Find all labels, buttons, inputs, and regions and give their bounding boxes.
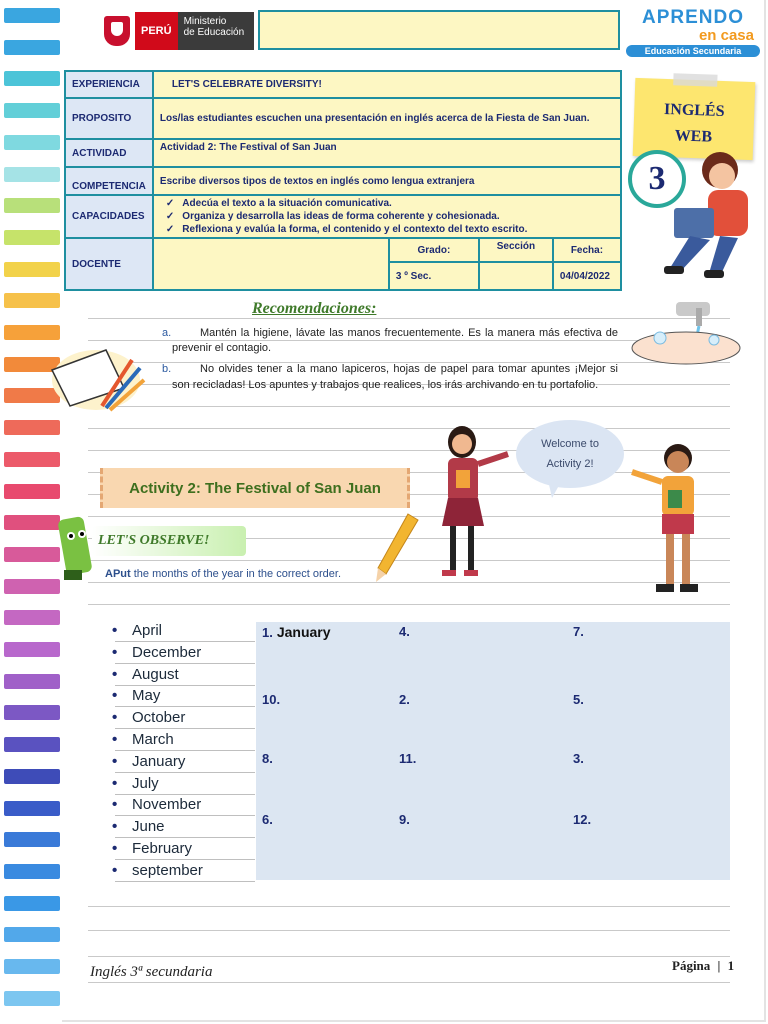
docente-value (153, 238, 389, 290)
color-tab (4, 515, 60, 530)
answer-slot[interactable] (262, 812, 273, 827)
color-tab (4, 769, 60, 784)
fecha-value: 04/04/2022 (553, 262, 621, 290)
answer-number: 10. (262, 692, 281, 707)
header-title-box (258, 10, 620, 50)
capacidades-label: CAPACIDADES (65, 195, 153, 238)
color-tab (4, 864, 60, 879)
activity-banner-title: Activity 2: The Festival of San Juan (129, 479, 381, 497)
answer-slot[interactable] (262, 751, 273, 766)
recommendation-a (162, 326, 618, 356)
answer-number: 5. (573, 692, 584, 707)
answer-slot[interactable] (399, 692, 410, 707)
activity-banner (100, 468, 410, 508)
color-tab (4, 71, 60, 86)
answer-number: 1. (262, 625, 273, 640)
badge-line1: INGLÉS (663, 100, 725, 121)
month-item (115, 753, 185, 770)
fecha-label: Fecha: (553, 238, 621, 262)
recommendation-b-text: No olvides tener a la mano lapiceros, hojas de papel para tomar apuntes ¡Mejor si son recicladas! Los apuntes y trabajos que realices, los irás archivando en tu portafolio. (172, 363, 618, 391)
page-label: Página (672, 958, 711, 973)
page-number: 1 (727, 958, 735, 973)
month-item (115, 840, 192, 857)
answer-slot[interactable] (573, 812, 591, 827)
month-label: October (132, 709, 186, 727)
brand-top: APRENDO (641, 7, 744, 28)
month-label: December (132, 643, 202, 661)
brand-sub: Educación Secundaria (626, 45, 760, 57)
experiencia-label: EXPERIENCIA (65, 71, 153, 98)
proposito-value: Los/las estudiantes escuchen una presentación en inglés acerca de la Fiesta de San Juan. (153, 98, 621, 139)
color-tab (4, 801, 60, 816)
month-label: september (132, 861, 203, 879)
answer-number: 2. (399, 692, 410, 707)
ministry-label: Ministerio de Educación (178, 12, 254, 50)
peru-ministry-logo (104, 12, 254, 50)
color-tab (4, 991, 60, 1006)
month-item (115, 775, 159, 792)
experiencia-value: LET'S CELEBRATE DIVERSITY! (153, 71, 621, 98)
answer-slot[interactable] (573, 692, 584, 707)
month-item (115, 687, 160, 704)
grado-label: Grado: (389, 238, 479, 262)
instruction-text (105, 568, 341, 580)
answer-number: 4. (399, 624, 410, 639)
answer-number: 6. (262, 812, 273, 827)
month-label: July (132, 774, 159, 792)
ruled-line (88, 930, 730, 931)
color-tab (4, 293, 60, 308)
color-tab (4, 262, 60, 277)
color-tab (4, 896, 60, 911)
month-item (115, 731, 174, 748)
color-tab (4, 167, 60, 182)
color-tab (4, 230, 60, 245)
month-item (115, 622, 162, 639)
color-tab (4, 579, 60, 594)
month-item (115, 666, 179, 683)
answer-number: 12. (573, 812, 592, 827)
answer-number: 7. (573, 624, 584, 639)
recommendation-b-marker: b. (162, 363, 172, 375)
color-tab (4, 547, 60, 562)
answer-number: 3. (573, 751, 584, 766)
color-tab (4, 103, 60, 118)
capacidades-list (153, 195, 621, 238)
month-label: March (132, 731, 174, 748)
ruled-line (88, 906, 730, 907)
brand-bottom: en casa (698, 27, 754, 44)
month-item (115, 862, 203, 879)
footer-course: Inglés 3ª secundaria (90, 964, 213, 980)
answer-number: 11. (399, 751, 417, 766)
month-item (115, 644, 201, 661)
answer-slot[interactable] (262, 692, 280, 707)
month-label: May (132, 687, 161, 705)
month-underline (115, 706, 255, 707)
month-underline (115, 815, 255, 816)
recommendation-a-text: Mantén la higiene, lávate las manos frecuentemente. Es la manera más efectiva de prevenir el contagio. (172, 327, 618, 354)
color-tab (4, 610, 60, 625)
actividad-value: Actividad 2: The Festival of San Juan (153, 139, 621, 167)
month-underline (115, 881, 255, 882)
month-underline (115, 837, 255, 838)
notebook-pencils-illustration (46, 340, 146, 414)
capacidad-item: ✓ Organiza y desarrolla las ideas de forma coherente y cohesionada. (165, 211, 500, 222)
answer-slot[interactable] (573, 751, 584, 766)
month-underline (115, 859, 255, 860)
color-tab (4, 420, 60, 435)
student-boy-illustration (622, 438, 710, 602)
answer-grid (256, 622, 730, 880)
color-tab (4, 452, 60, 467)
color-tab (4, 642, 60, 657)
answer-value: January (276, 624, 331, 640)
month-underline (115, 641, 255, 642)
answer-slot[interactable] (399, 751, 416, 766)
instruction-bold: APut (105, 568, 131, 580)
grade-number: 3 (648, 160, 666, 197)
pencil-illustration (372, 512, 422, 584)
course-info-table (64, 70, 622, 291)
actividad-label: ACTIVIDAD (65, 139, 153, 167)
instruction-rest: the months of the year in the correct order. (130, 568, 342, 580)
color-tab (4, 737, 60, 752)
recommendation-a-marker: a. (162, 327, 172, 339)
answer-slot[interactable] (399, 624, 410, 639)
answer-slot[interactable] (573, 624, 584, 639)
color-tab (4, 198, 60, 213)
docente-label: DOCENTE (65, 238, 153, 290)
month-item (115, 796, 201, 813)
month-label: April (132, 622, 163, 639)
speech-tail (548, 480, 568, 500)
answer-number: 8. (262, 751, 273, 766)
handwashing-illustration (626, 298, 744, 368)
month-underline (115, 772, 255, 773)
month-label: January (132, 752, 186, 770)
month-label: February (132, 840, 193, 857)
color-tab (4, 674, 60, 689)
color-tab (4, 40, 60, 55)
recommendations-title: Recomendaciones: (252, 300, 377, 317)
month-label: August (132, 665, 179, 683)
ruled-line (88, 982, 730, 983)
color-tab (4, 832, 60, 847)
answer-number: 9. (399, 812, 410, 827)
month-label: June (132, 818, 165, 836)
ruled-line (88, 406, 730, 407)
page-sep: | (717, 958, 721, 973)
month-underline (115, 750, 255, 751)
recommendation-b (162, 362, 618, 393)
month-underline (115, 663, 255, 664)
month-label: November (132, 796, 202, 814)
competencia-label: COMPETENCIA (65, 167, 153, 195)
proposito-label: PROPOSITO (65, 98, 153, 139)
speech-text: Welcome to Activity 2! (541, 438, 599, 470)
month-item (115, 818, 165, 835)
color-tab (4, 8, 60, 23)
capacidad-item: ✓ Reflexiona y evalúa la forma, el contenido y el contexto del texto escrito. (165, 224, 528, 235)
observe-label: LET'S OBSERVE! (98, 533, 210, 548)
badge-line2: WEB (674, 127, 713, 146)
grado-value: 3 º Sec. (389, 262, 479, 290)
color-tab (4, 484, 60, 499)
capacidad-item: ✓ Adecúa el texto a la situación comunicativa. (165, 198, 392, 209)
peru-label: PERÚ (135, 12, 178, 50)
month-underline (115, 794, 255, 795)
color-tab (4, 927, 60, 942)
answer-slot[interactable] (399, 812, 410, 827)
color-tab (4, 705, 60, 720)
seccion-value (479, 262, 553, 290)
shield-icon (104, 16, 130, 46)
footer-page (672, 958, 734, 974)
month-underline (115, 728, 255, 729)
aprendo-en-casa-logo (626, 8, 760, 58)
ruled-line (88, 428, 730, 429)
reading-girl-illustration (650, 148, 758, 288)
observe-label-banner (92, 526, 246, 556)
color-tab-strip (0, 0, 62, 1024)
competencia-value: Escribe diversos tipos de textos en inglés como lengua extranjera (153, 167, 621, 195)
color-tab (4, 135, 60, 150)
ruled-line (88, 956, 730, 957)
seccion-label: Sección (479, 238, 553, 262)
color-tab (4, 325, 60, 340)
teacher-girl-illustration (430, 422, 514, 584)
ruled-line (88, 604, 730, 605)
color-tab (4, 959, 60, 974)
answer-slot[interactable] (262, 624, 331, 640)
speech-bubble (516, 420, 624, 488)
month-underline (115, 685, 255, 686)
month-item (115, 709, 185, 726)
